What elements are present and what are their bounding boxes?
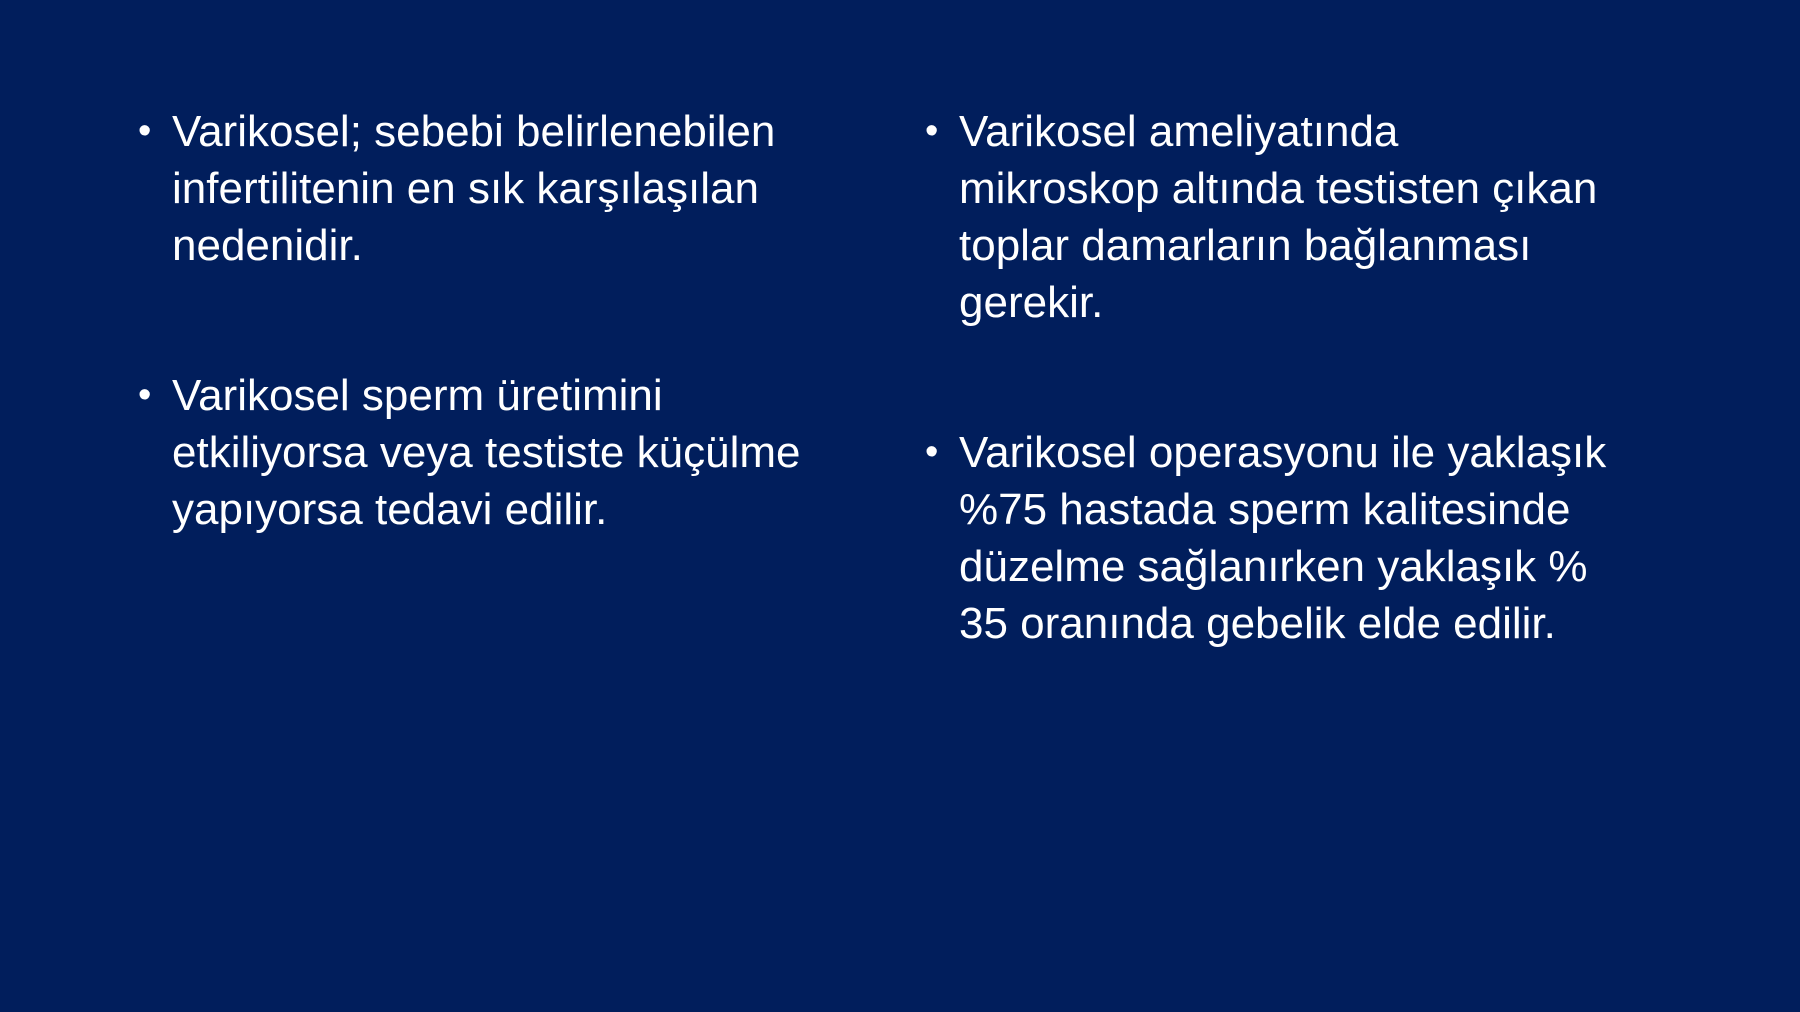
bullet-text xyxy=(172,103,775,274)
bullet-marker: • xyxy=(925,110,939,152)
bullet-item xyxy=(925,424,1606,652)
text-line: etkiliyorsa veya testiste küçülme xyxy=(172,428,801,477)
bullet-marker: • xyxy=(138,110,152,152)
text-line: Varikosel ameliyatında xyxy=(959,107,1399,156)
bullet-text xyxy=(959,424,1606,652)
text-line: Varikosel operasyonu ile yaklaşık xyxy=(959,428,1607,477)
text-line: Varikosel sperm üretimini xyxy=(172,371,663,420)
bullet-text xyxy=(959,103,1597,331)
text-line: mikroskop altında testisten çıkan xyxy=(959,164,1598,213)
text-line: infertilitenin en sık karşılaşılan xyxy=(172,164,759,213)
text-line: %75 hastada sperm kalitesinde xyxy=(959,485,1571,534)
text-line: nedenidir. xyxy=(172,221,363,270)
bullet-item xyxy=(138,367,800,538)
bullet-item xyxy=(138,103,775,274)
bullet-item xyxy=(925,103,1597,331)
text-line: 35 oranında gebelik elde edilir. xyxy=(959,599,1556,648)
text-line: yapıyorsa tedavi edilir. xyxy=(172,485,608,534)
bullet-text xyxy=(172,367,800,538)
text-line: gerekir. xyxy=(959,278,1104,327)
text-line: Varikosel; sebebi belirlenebilen xyxy=(172,107,776,156)
bullet-marker: • xyxy=(138,374,152,416)
text-line: toplar damarların bağlanması xyxy=(959,221,1532,270)
bullet-marker: • xyxy=(925,431,939,473)
text-line: düzelme sağlanırken yaklaşık % xyxy=(959,542,1588,591)
